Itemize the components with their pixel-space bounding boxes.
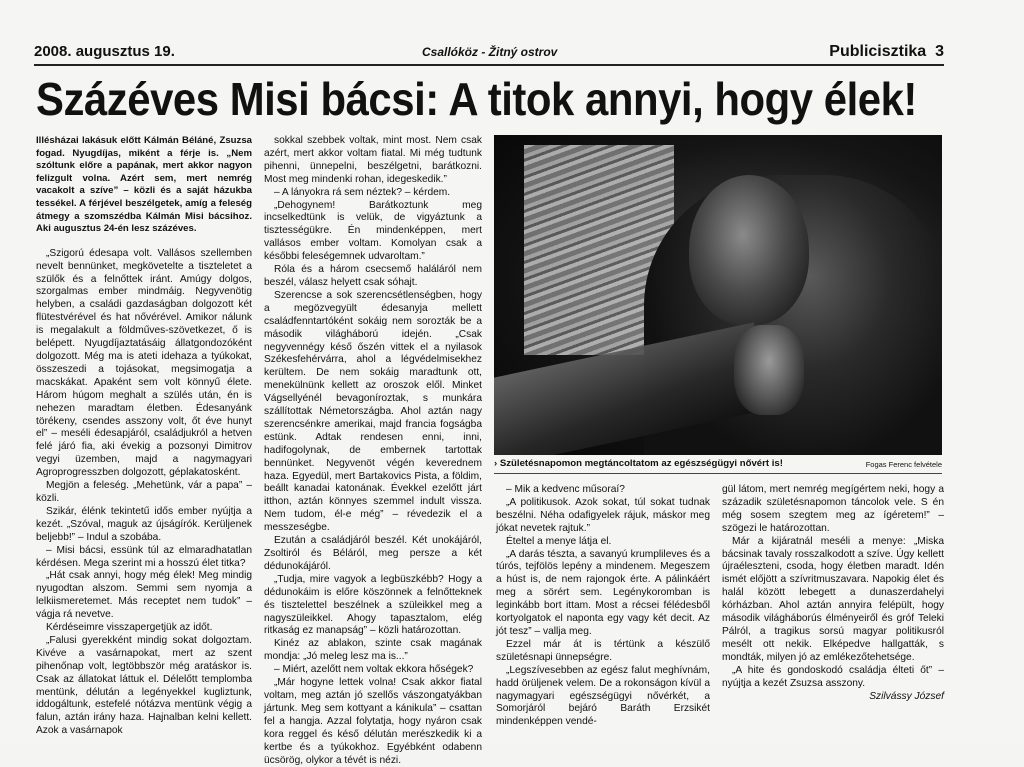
- photo-hand: [734, 325, 804, 415]
- paragraph: – A lányokra rá sem néztek? – kérdem.: [274, 186, 451, 198]
- article-photo: [494, 135, 942, 455]
- article-headline: Százéves Misi bácsi: A titok annyi, hogy élek!: [36, 73, 917, 125]
- paragraph: „A darás tészta, a savanyú krumplileves és a túrós, tejfölös lepény a mindenem. Megeszem a húst is, de nem rajongok érte. A pálinkáért meg a sörért sem. Legénykoromban is leginkább bort ittam. Most a récsei félédesből kortyolgatok el naponta egy vagy két decit. Az jót tesz” – vallja meg.: [496, 548, 710, 637]
- column-1: [36, 135, 252, 738]
- paragraph: „Falusi gyerekként mindig sokat dolgoztam. Kivéve a vasárnapokat, mert az szent pihenőnap volt, legtöbbször még aratáskor is. Csak az állatokat láttuk el. Délelőtt templomba mentünk, délután a legényekkel kugliztunk, iddogáltunk, estefelé nótázva mentünk végig a falun, aztán irány haza. Hajnalban kelni kellett. Azok a vasárnapok: [36, 634, 252, 737]
- paragraph: „Legszívesebben az egész falut meghívnám, hadd örüljenek velem. De a rokonságon kívül a nagymagyari egészségügyi nővérkét, a Somorjáról bejáró Baráth Erzsikét mindenképpen vendé-: [496, 664, 710, 728]
- paragraph: Ezzel már át is tértünk a készülő születésnapi ünnepségre.: [496, 638, 710, 663]
- paragraph: sokkal szebbek voltak, mint most. Nem csak azért, mert akkor voltam fiatal. Mi még tudtunk pihenni, ünnepelni, beszélgetni, barátkozni. Most meg mindenki rohan, idegeskedik.”: [264, 135, 482, 185]
- paragraph: – Misi bácsi, essünk túl az elmaradhatatlan kérdésen. Mega szerint mi a hosszú élet titka?: [36, 544, 252, 569]
- paragraph: Róla és a három csecsemő haláláról nem beszél, válasz helyett csak sóhajt.: [264, 264, 482, 288]
- paragraph: gül látom, mert nemrég megígértem neki, hogy a századik születésnapomon táncolok vele. S én még sosem szegtem meg az ígéretem!” – szögezi le határozottan.: [722, 484, 944, 534]
- paragraph: „Már hogyne lettek volna! Csak akkor fiatal voltam, meg aztán jó szellős vászongatyákban jártunk. Meg sem kottyant a kánikula” – csattan fel a hangja. Azzal folytatja, hogy nyáron csak kora reggel és késő délután merészkedik ki a kertbe és a tyúkokhoz. Egyébként odabenn ücsörög, olykor a tévét is nézi.: [264, 677, 482, 766]
- paragraph: „Tudja, mire vagyok a legbüszkébb? Hogy a dédunokáim is előre köszönnek a felnőtteknek és tisztelettel beszélnek a szüleikkel meg a nagyszüleikkel. Ahogy tapasztalom, elég ritkaság ez manapság” – közli határozottan.: [264, 573, 482, 637]
- photo-face: [689, 175, 809, 325]
- section-title: [829, 43, 944, 61]
- paragraph: „Szigorú édesapa volt. Vallásos szellemben nevelt bennünket, megkövetelte a tiszteletet a szülők és a felnőttek iránt. Amúgy dolgos, szorgalmas ember mindmáig. Negyvenötig helyben, a családi gazdaságban dolgozott két flütestvérével és hat nővérével. Amikor nálunk is megalakult a földműves-szövetkezet, ő is belépett. Nyugdíjaztatásáig állatgondozóként dolgozott. Még ma is ateti idehaza a tyúkokat, összeszedi a tojásokat, megsimogatja a macskákat. Apaként sem volt könnyű élete. Három húgom meghalt a szülés után, én is nehezen maradtam életben. Édesanyánk törékeny, csendes asszony volt, őt éve hunyt el” – meséli édesapjáról, családjukról a hetven felé járó fia, aki évekig a pozsonyi Dimitrov vegyi üzemben, majd a nagymagyari Agroprogresszben dolgozott, géplakatosként.: [36, 247, 252, 479]
- paragraph: „A hite és gondoskodó családja élteti őt” – nyújtja a kezét Zsuzsa asszony.: [722, 664, 944, 689]
- paragraph: – Mik a kedvenc műsoraí?: [506, 484, 625, 495]
- author-signature: Szilvássy József: [869, 690, 944, 702]
- column-2: [264, 135, 482, 767]
- photo-caption: [494, 458, 942, 472]
- photo-credit: Fogas Ferenc felvétele: [865, 460, 942, 469]
- newspaper-name: Csallóköz - Žitný ostrov: [422, 45, 558, 59]
- paragraph: Kinéz az ablakon, szinte csak magának mondja: „Jó meleg lesz ma is...”: [264, 638, 482, 663]
- caption-rule: [494, 473, 942, 474]
- page-number: 3: [935, 43, 944, 60]
- caption-text: › Születésnapomon megtáncoltatom az egészségügyi nővért is!: [494, 458, 783, 469]
- header-rule: [34, 64, 944, 66]
- column-3: [496, 484, 710, 729]
- paragraph: Kérdéseimre visszapergetjük az időt.: [46, 622, 213, 634]
- paragraph: „Dehogynem! Barátkoztunk meg incselkedtünk is velük, de vigyáztunk a tisztességükre. Én mindenképpen, mert vallásos ember voltam. Komolyan csak a későbbi feleségemnek udvaroltam.”: [264, 199, 482, 263]
- paragraph: – Miért, azelőtt nem voltak ekkora hőségek?: [274, 664, 474, 676]
- issue-date: 2008. augusztus 19.: [34, 43, 175, 60]
- column-4: [722, 484, 944, 703]
- section-name: Publicisztika: [829, 43, 927, 60]
- paragraph: „Hát csak annyi, hogy még élek! Meg mindig nyugodtan alszom. Semmi sem nyomja a lelkiismeretemet. Más receptet nem tudok” – vágja rá nevetve.: [36, 570, 252, 621]
- page-header: [34, 43, 944, 65]
- paragraph: Megjön a feleség. „Mehetünk, vár a papa” – közli.: [36, 480, 252, 504]
- paragraph: Szikár, élénk tekintetű idős ember nyújtja a kezét. „Szóval, maguk az újságírók. Kerüljenek beljebb!” – Indul a szobába.: [36, 505, 252, 543]
- paragraph: Szerencse a sok szerencsétlenségben, hogy a megözvegyült édesanyja mellett családfenntartóként sokáig nem sorozták be a második világháború idején. „Csak negyvennégy késő őszén vittek el a nyilasok Székesfehérvárra, ahol a légvédelmisekhez kerültem. De nem sokáig maradtunk ott, menekülnünk kellett az oroszok elől. Minket Vágsellyénél bevagoníroztak, s munkára szállítottak Németországba. Ahol aztán nagy szerencsénkre amerikai, majd francia fogságba estünk. Adtak rendesen enni, inni, hadifogolynak, de embernek tartottak bennünket. Negyvenöt végén keverednem haza. Egyedül, mert Bartakovics Pista, a földim, beállt kanadai katonának. Évekkel ezelőtt járt itthon, aztán könnyes szemmel indult vissza. Nem tudom, él-e még” – révedezik el a messzeségbe.: [264, 289, 482, 534]
- paragraph: Ételtel a menye látja el.: [506, 535, 612, 547]
- paragraph: Ezután a családjáról beszél. Két unokájáról, Zsoltiról és Béláról, meg persze a két dédunokájáról.: [264, 535, 482, 572]
- paragraph: „A politikusok. Azok sokat, túl sokat tudnak beszélni. Néha odafigyelek rájuk, máskor meg jókat nevetek rajtuk.”: [496, 496, 710, 534]
- paragraph: Már a kijáratnál meséli a menye: „Miska bácsinak tavaly rosszalkodott a szíve. Úgy kellett újraéleszteni, csoda, hogy életben maradt. Idén ismét előjött a szívritmuszavara. Napokig élet és halál között lebegett a dunaszerdahelyi kórházban. Ahol aztán annyira felépült, hogy második világháborús élményeiről és gróf Teleki Pálról, a tragikus sorsú magyar politikusról mesélt ott nekik. Elképedve hallgatták, s mondták, milyen jó az emlékezőtehetsége.: [722, 535, 944, 663]
- article-lead: Illésházai lakásuk előtt Kálmán Béláné, Zsuzsa fogad. Nyugdíjas, miként a férje is. „Nem szóltunk előre a papának, mert akkor nagyon felizgult volna. Azért sem, mert nemrég vacakolt a szíve” – közli és a saját házukba tessékel. A férjével beszélgetek, amíg a feleség átmegy a szomszédba Kálmán Misi bácsihoz. Aki augusztus 24-én lesz százéves.: [36, 135, 252, 235]
